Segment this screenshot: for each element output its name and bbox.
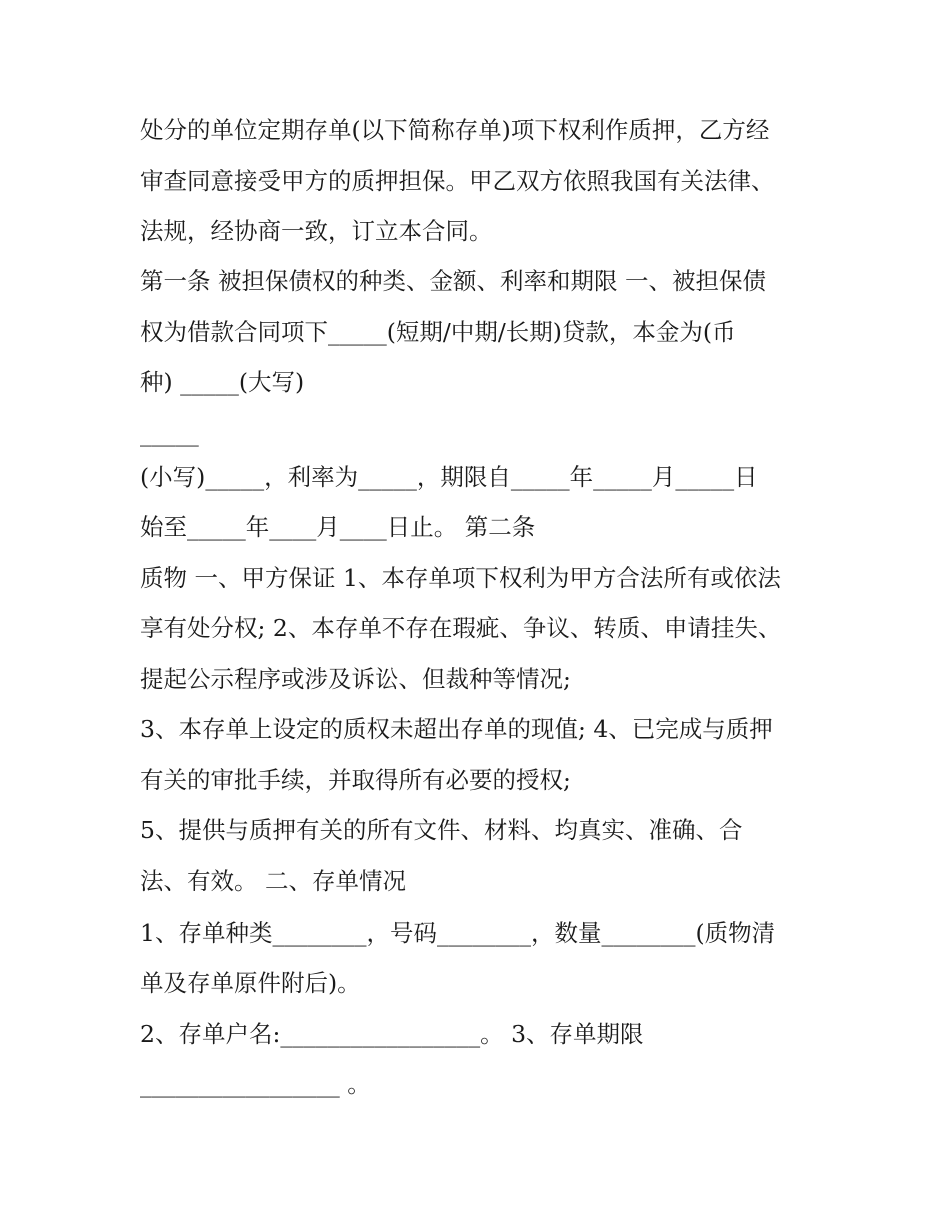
paragraph-line: 法、有效。 二、存单情况 xyxy=(140,867,406,895)
paragraph-line: 始至_____年____月____日止。 第二条 xyxy=(140,513,536,541)
paragraph-line: 提起公示程序或涉及诉讼、但裁种等情况; xyxy=(140,665,571,693)
paragraph-line: 单及存单原件附后)。 xyxy=(140,969,361,997)
paragraph-line: (小写)_____，利率为_____，期限自_____年_____月_____日 xyxy=(140,463,758,491)
paragraph-line: 种) _____(大写) xyxy=(140,368,305,396)
paragraph-line: 1、存单种类________，号码________，数量________(质物清 xyxy=(140,919,776,947)
paragraph-line: _____ xyxy=(140,419,199,447)
paragraph-line: 处分的单位定期存单(以下简称存单)项下权利作质押，乙方经 xyxy=(140,116,770,144)
paragraph-line: 法规，经协商一致，订立本合同。 xyxy=(140,217,493,245)
paragraph-line: 审查同意接受甲方的质押担保。甲乙双方依照我国有关法律、 xyxy=(140,167,775,195)
paragraph-line: 权为借款合同项下_____(短期/中期/长期)贷款，本金为(币 xyxy=(140,318,736,346)
paragraph-line: 有关的审批手续，并取得所有必要的授权; xyxy=(140,766,571,794)
paragraph-line: 第一条 被担保债权的种类、金额、利率和期限 一、被担保债 xyxy=(140,267,766,295)
paragraph-line: 3、本存单上设定的质权未超出存单的现值; 4、已完成与质押 xyxy=(140,715,773,743)
paragraph-line: 质物 一、甲方保证 1、本存单项下权利为甲方合法所有或依法 xyxy=(140,564,781,592)
paragraph-line: 享有处分权; 2、本存单不存在瑕疵、争议、转质、申请挂失、 xyxy=(140,614,782,642)
paragraph-line: _________________ 。 xyxy=(140,1070,371,1098)
paragraph-line: 2、存单户名:_________________。 3、存单期限 xyxy=(140,1020,644,1048)
paragraph-line: 5、提供与质押有关的所有文件、材料、均真实、准确、合 xyxy=(140,816,743,844)
